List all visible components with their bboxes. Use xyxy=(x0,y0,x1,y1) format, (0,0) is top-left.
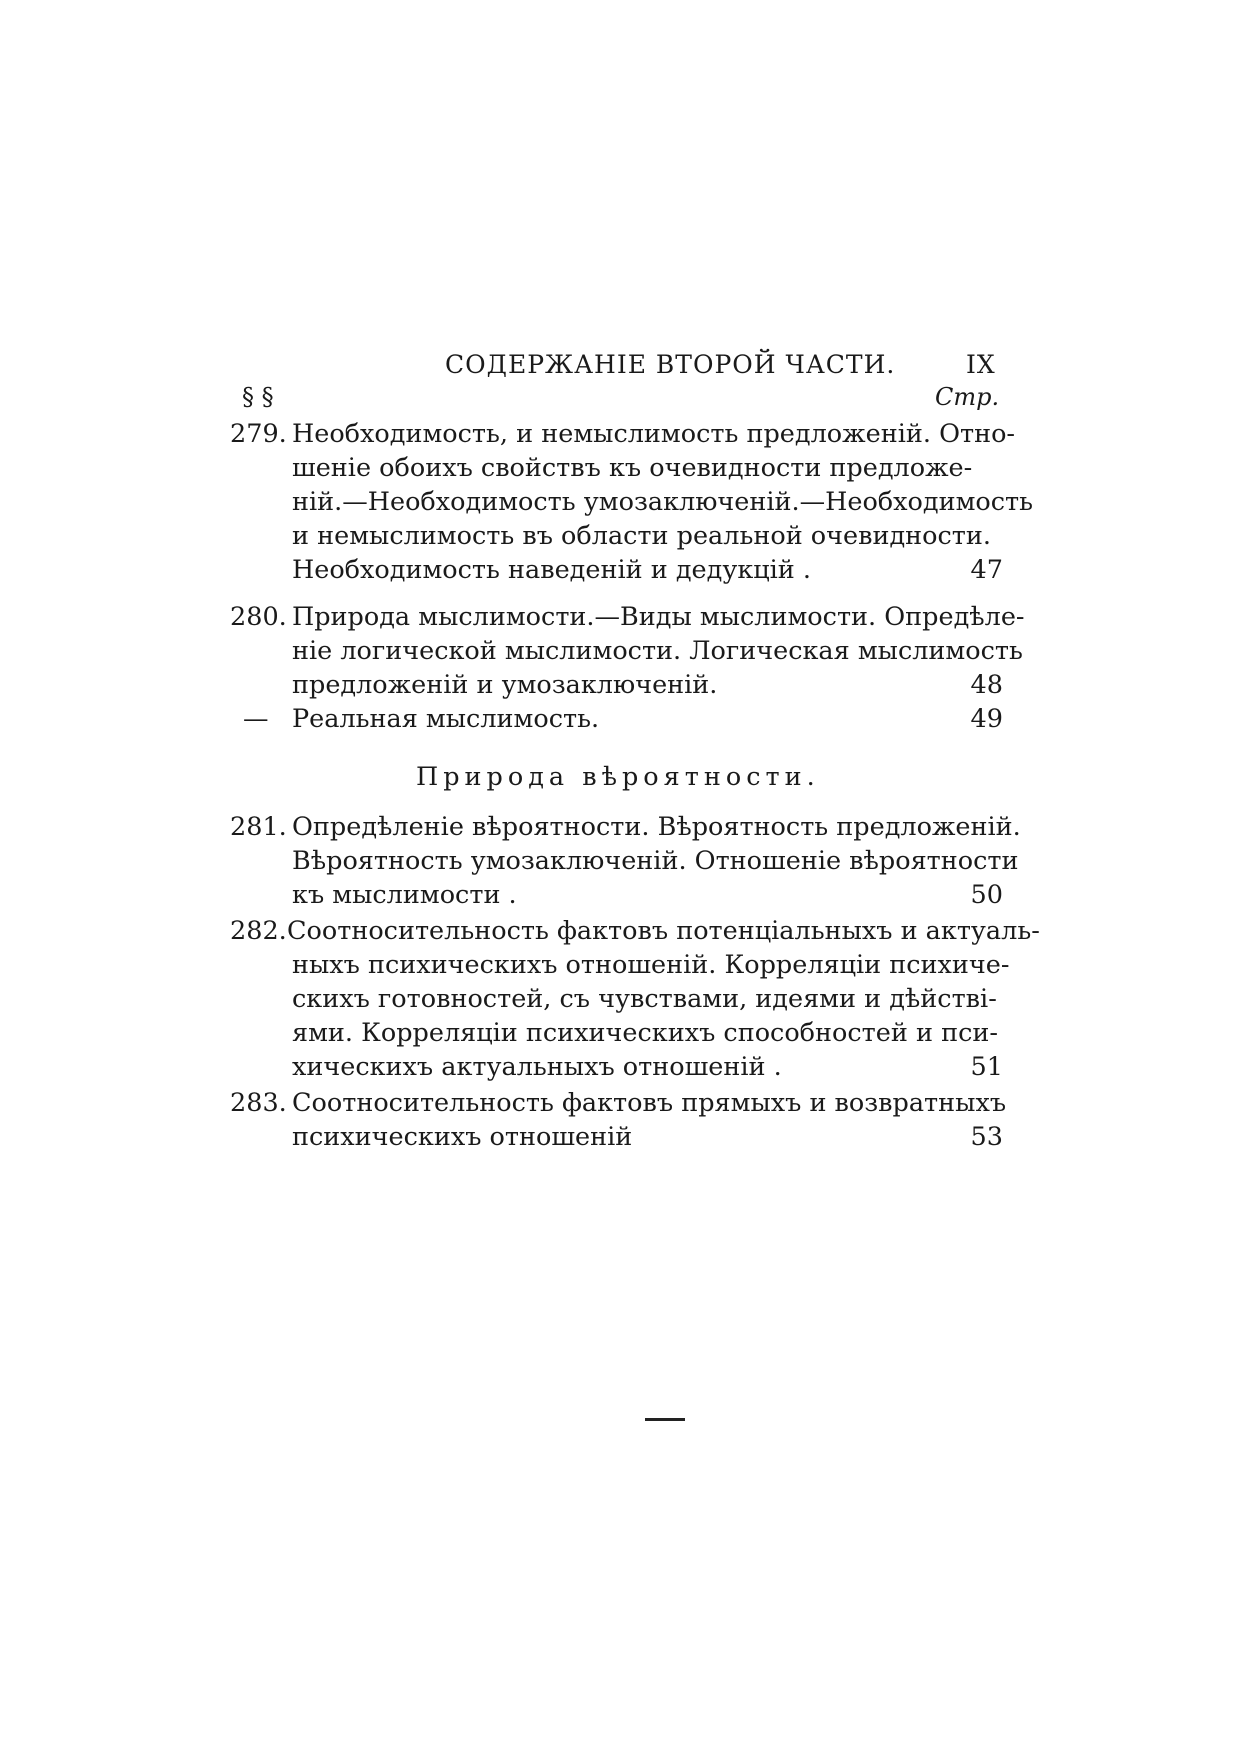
page-number-roman: IX xyxy=(966,350,996,379)
entry-line: Необходимость наведеній и дедукцій . xyxy=(292,555,812,585)
entry-number: 279. xyxy=(230,419,287,449)
entry-text xyxy=(292,810,1021,912)
entry-text xyxy=(292,702,599,736)
entry-text xyxy=(287,914,1040,1084)
entry-line: Соотносительность фактовъ потенціальныхъ и актуаль- xyxy=(287,916,1040,946)
section-mark-column-label: § § xyxy=(242,383,274,411)
entry-page-number: 48 xyxy=(970,670,1003,700)
entry-line: Соотносительность фактовъ прямыхъ и возвратныхъ xyxy=(292,1088,1007,1118)
entry-line: скихъ готовностей, съ чувствами, идеями и дѣйстві- xyxy=(292,984,997,1014)
entry-line: хическихъ актуальныхъ отношеній . xyxy=(292,1052,782,1082)
entry-line: Опредѣленіе вѣроятности. Вѣроятность предложеній. xyxy=(292,812,1021,842)
entry-number: 283. xyxy=(230,1088,287,1118)
entry-line: къ мыслимости . xyxy=(292,880,517,910)
entry-number: — xyxy=(243,704,269,734)
running-head-title: СОДЕРЖАНІЕ ВТОРОЙ ЧАСТИ. xyxy=(445,350,896,379)
entry-line: ній.—Необходимость умозаключеній.—Необходимость xyxy=(292,487,1034,517)
entry-text xyxy=(292,417,1033,587)
entry-page-number: 50 xyxy=(970,880,1003,910)
section-heading: Природа вѣроятности. xyxy=(416,762,820,792)
entry-number: 282. xyxy=(230,916,287,946)
entry-line: ями. Корреляціи психическихъ способностей и пси- xyxy=(292,1018,998,1048)
entry-text xyxy=(292,600,1025,702)
entry-page-number: 47 xyxy=(970,555,1003,585)
entry-line: ныхъ психическихъ отношеній. Корреляціи психиче- xyxy=(292,950,1010,980)
entry-line: шеніе обоихъ свойствъ къ очевидности предложе- xyxy=(292,453,973,483)
entry-text xyxy=(292,1086,1006,1154)
entry-line: Реальная мыслимость. xyxy=(292,704,600,734)
entry-page-number: 53 xyxy=(970,1122,1003,1152)
entry-number: 280. xyxy=(230,602,287,632)
end-ornament-rule xyxy=(645,1418,685,1421)
entry-line: Необходимость, и немыслимость предложеній. Отно- xyxy=(292,419,1016,449)
entry-page-number: 49 xyxy=(970,704,1003,734)
entry-line: Природа мыслимости.—Виды мыслимости. Опредѣле- xyxy=(292,602,1025,632)
entry-line: психическихъ отношеній xyxy=(292,1122,633,1152)
entry-line: предложеній и умозаключеній. xyxy=(292,670,718,700)
entry-number: 281. xyxy=(230,812,287,842)
entry-line: ніе логической мыслимости. Логическая мыслимость xyxy=(292,636,1023,666)
entry-page-number: 51 xyxy=(970,1052,1003,1082)
entry-line: и немыслимость въ области реальной очевидности. xyxy=(292,521,991,551)
entry-line: Вѣроятность умозаключеній. Отношеніе вѣроятности xyxy=(292,846,1019,876)
page-column-label: Стр. xyxy=(935,383,1000,411)
